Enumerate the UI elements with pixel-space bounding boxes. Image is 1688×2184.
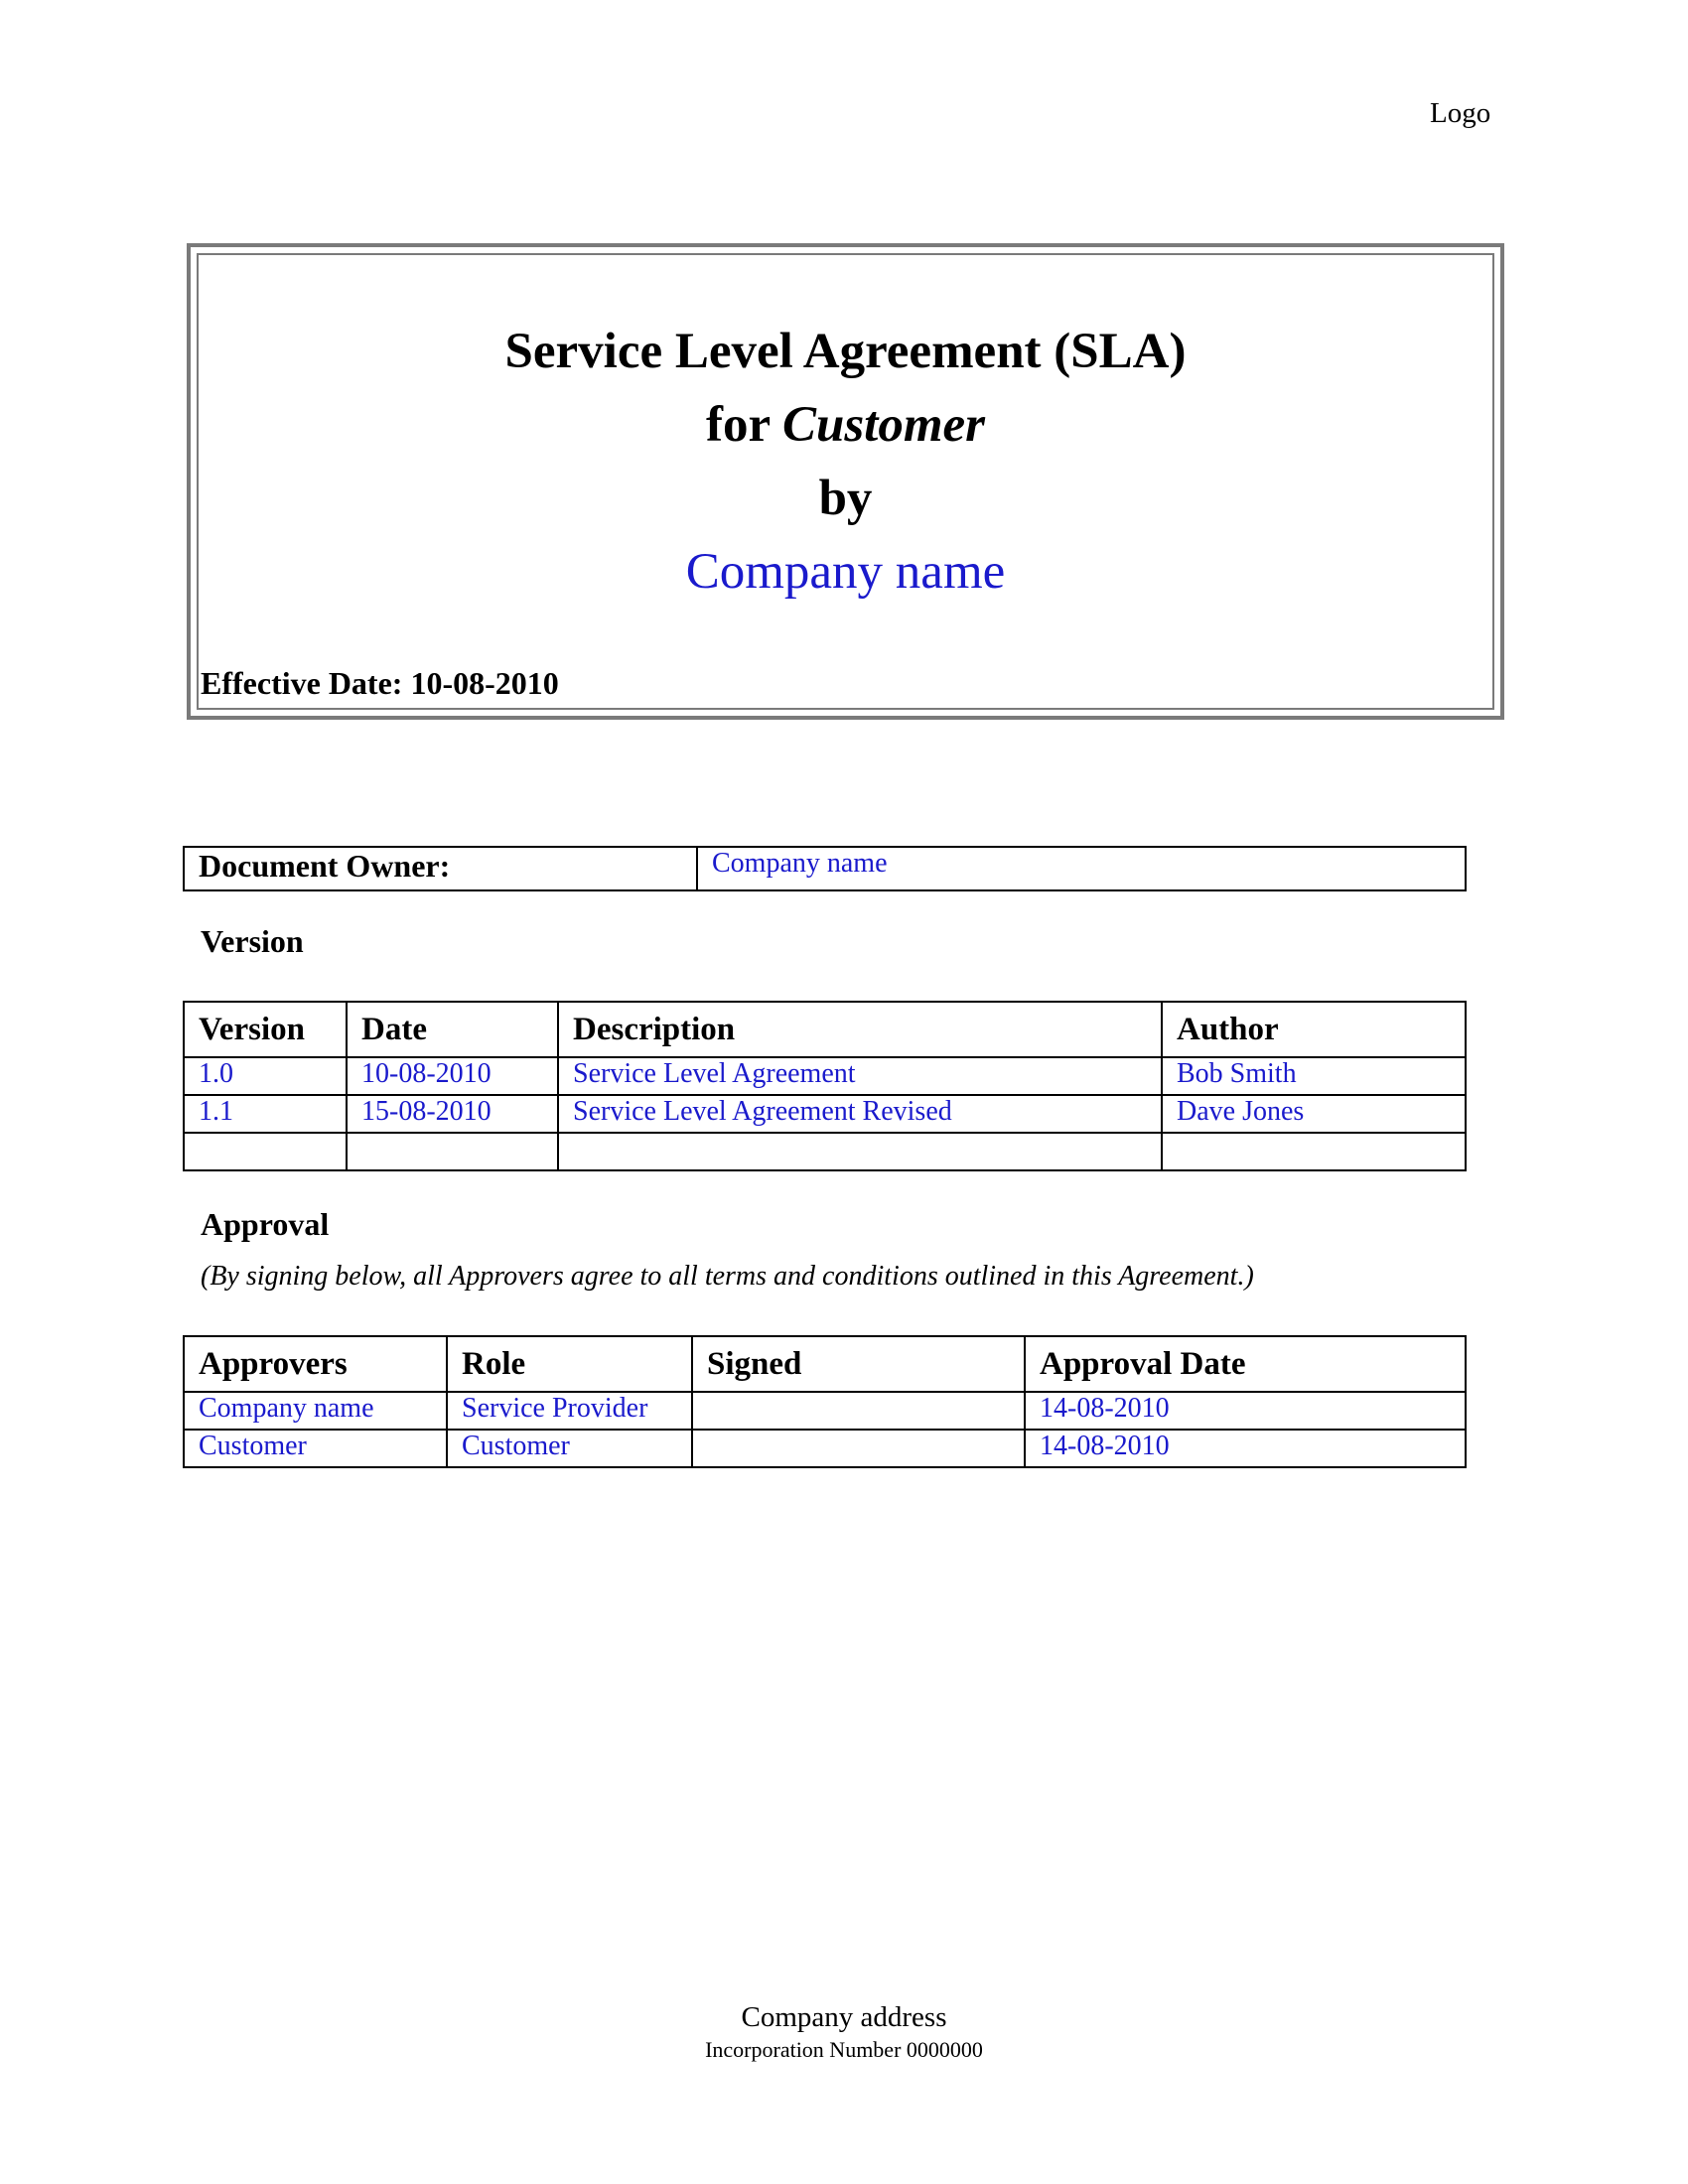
effective-date: Effective Date: 10-08-2010 [201, 665, 559, 701]
approval-table [183, 1335, 1467, 1468]
approver-cell: Customer [184, 1430, 447, 1467]
description-cell [558, 1133, 1162, 1170]
column-header-date: Date [347, 1002, 558, 1057]
column-header-role: Role [447, 1336, 692, 1392]
title-frame [187, 243, 1504, 720]
author-cell [1162, 1133, 1466, 1170]
role-cell: Customer [447, 1430, 692, 1467]
approver-cell: Company name [184, 1392, 447, 1430]
column-header-approval-date: Approval Date [1025, 1336, 1466, 1392]
description-cell: Service Level Agreement Revised [558, 1095, 1162, 1133]
table-header-row [184, 1336, 1466, 1392]
column-header-signed: Signed [692, 1336, 1025, 1392]
column-header-description: Description [558, 1002, 1162, 1057]
author-cell: Dave Jones [1162, 1095, 1466, 1133]
table-row [184, 1392, 1466, 1430]
date-cell: 10-08-2010 [347, 1057, 558, 1095]
description-cell: Service Level Agreement [558, 1057, 1162, 1095]
column-header-approvers: Approvers [184, 1336, 447, 1392]
approval-date-cell: 14-08-2010 [1025, 1430, 1466, 1467]
document-owner-value: Company name [697, 847, 1466, 890]
title-for-prefix: for [705, 397, 782, 453]
approval-note: (By signing below, all Approvers agree to all terms and conditions outlined in this Agreement.) [201, 1261, 1254, 1292]
version-heading: Version [201, 923, 304, 959]
footer-incorporation-number: Incorporation Number 0000000 [705, 2037, 983, 2062]
column-header-version: Version [184, 1002, 347, 1057]
signed-cell [692, 1430, 1025, 1467]
title-by-line: by [818, 471, 873, 526]
title-for-line [199, 396, 1492, 454]
table-row [184, 1095, 1466, 1133]
approval-date-cell: 14-08-2010 [1025, 1392, 1466, 1430]
document-owner-table [183, 846, 1467, 891]
table-row [184, 1430, 1466, 1467]
title-frame-inner [197, 253, 1494, 710]
role-cell: Service Provider [447, 1392, 692, 1430]
table-row [184, 1057, 1466, 1095]
version-cell: 1.0 [184, 1057, 347, 1095]
title-customer: Customer [781, 397, 985, 453]
title-company-name: Company name [685, 544, 1006, 600]
author-cell: Bob Smith [1162, 1057, 1466, 1095]
version-cell: 1.1 [184, 1095, 347, 1133]
document-owner-label: Document Owner: [184, 847, 697, 890]
version-table [183, 1001, 1467, 1171]
signed-cell [692, 1392, 1025, 1430]
table-row [184, 1133, 1466, 1170]
logo-placeholder: Logo [1430, 97, 1491, 129]
date-cell: 15-08-2010 [347, 1095, 558, 1133]
table-row [184, 847, 1466, 890]
footer-company-address: Company address [741, 2001, 947, 2033]
version-cell [184, 1133, 347, 1170]
approval-heading: Approval [201, 1206, 330, 1242]
date-cell [347, 1133, 558, 1170]
table-header-row [184, 1002, 1466, 1057]
document-title: Service Level Agreement (SLA) [504, 324, 1187, 379]
column-header-author: Author [1162, 1002, 1466, 1057]
